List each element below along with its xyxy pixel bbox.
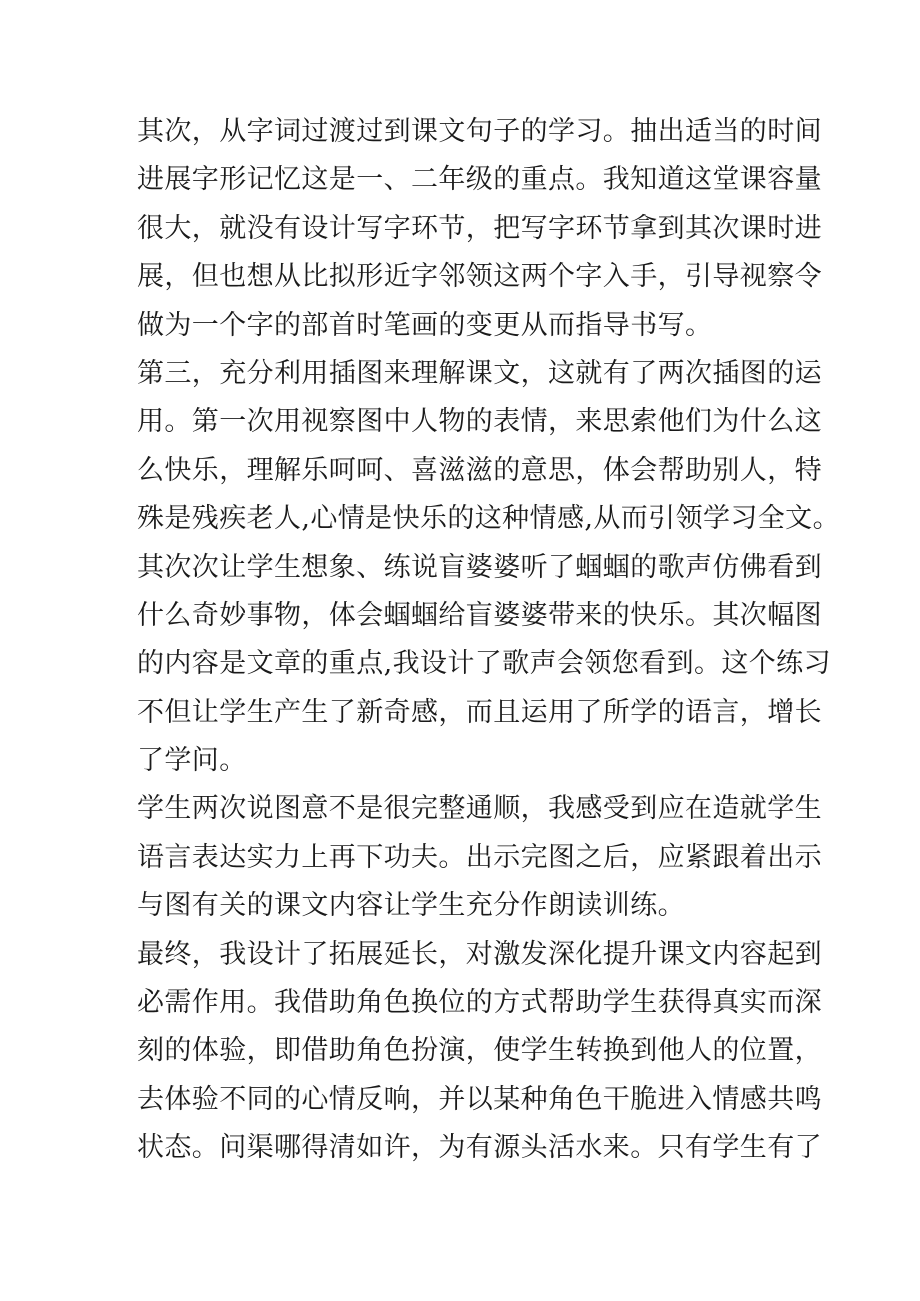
text-line: 什么奇妙事物，体会蝈蝈给盲婆婆带来的快乐。其次幅图 (137, 599, 822, 631)
text-line: 与图有关的课文内容让学生充分作朗读训练。 (137, 890, 685, 922)
text-line: 去体验不同的心情反响，并以某种角色干脆进入情感共鸣 (137, 1083, 822, 1115)
text-line: 不但让学生产生了新奇感，而且运用了所学的语言，增长 (137, 696, 822, 728)
text-line: 么快乐，理解乐呵呵、喜滋滋的意思，体会帮助别人，特 (137, 454, 822, 486)
text-line: 状态。问渠哪得清如许，为有源头活水来。只有学生有了 (137, 1132, 822, 1164)
text-line: 语言表达实力上再下功夫。出示完图之后，应紧跟着出示 (137, 841, 822, 873)
text-line: 殊是残疾老人,心情是快乐的这种情感,从而引领学习全文。 (137, 503, 840, 535)
text-line: 最终，我设计了拓展延长，对激发深化提升课文内容起到 (137, 938, 822, 970)
text-line: 用。第一次用视察图中人物的表情，来思索他们为什么这 (137, 406, 822, 438)
text-line: 的内容是文章的重点,我设计了歌声会领您看到。这个练习 (137, 648, 831, 680)
text-line: 第三，充分利用插图来理解课文，这就有了两次插图的运 (137, 357, 822, 389)
text-line: 其次，从字词过渡过到课文句子的学习。抽出适当的时间 (137, 116, 822, 147)
text-line: 了学问。 (137, 745, 247, 777)
text-line: 其次次让学生想象、练说盲婆婆听了蝈蝈的歌声仿佛看到 (137, 551, 822, 583)
text-line: 做为一个字的部首时笔画的变更从而指导书写。 (137, 309, 713, 341)
text-line: 进展字形记忆这是一、二年级的重点。我知道这堂课容量 (137, 164, 822, 196)
text-line: 很大，就没有设计写字环节，把写字环节拿到其次课时进 (137, 212, 822, 244)
text-line: 刻的体验，即借助角色扮演，使学生转换到他人的位置， (137, 1035, 822, 1067)
text-line: 展，但也想从比拟形近字邻领这两个字入手，引导视察令 (137, 261, 822, 293)
text-line: 学生两次说图意不是很完整通顺，我感受到应在造就学生 (137, 793, 822, 825)
document-body (137, 108, 840, 1173)
text-line: 必需作用。我借助角色换位的方式帮助学生获得真实而深 (137, 987, 822, 1019)
